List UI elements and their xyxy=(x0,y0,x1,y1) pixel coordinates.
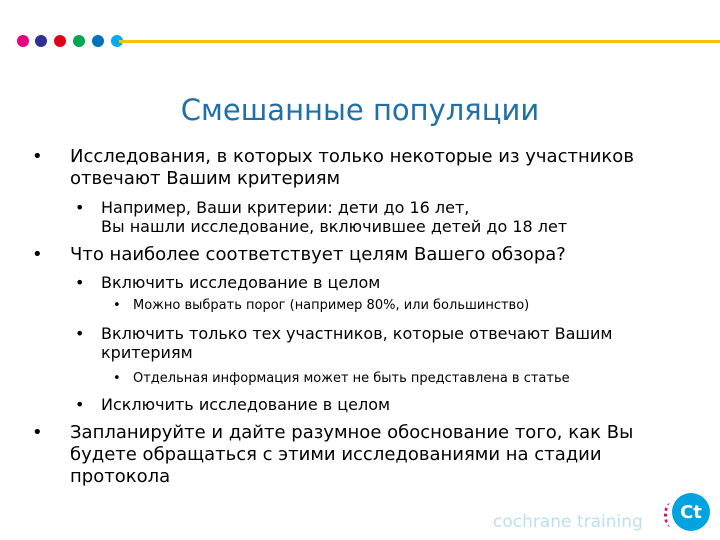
header-rule xyxy=(119,40,720,43)
bullet-text-line: Запланируйте и дайте разумное обоснование того, как Вы xyxy=(70,422,634,443)
bullet-text-line: будете обращаться с этими исследованиями на стадии xyxy=(70,444,602,465)
bullet-marker: • xyxy=(113,371,121,386)
bullet-text-line: Включить исследование в целом xyxy=(101,273,381,292)
bullet-threshold xyxy=(113,298,530,314)
dot-5 xyxy=(92,35,104,47)
bullet-text-line: Вы нашли исследование, включившее детей до 18 лет xyxy=(101,217,568,236)
bullet-include-whole xyxy=(75,273,381,292)
bullet-marker: • xyxy=(32,244,43,265)
bullet-marker: • xyxy=(32,146,43,167)
bullet-marker: • xyxy=(113,298,121,313)
bullet-text-line: отвечают Вашим критериям xyxy=(70,168,341,189)
footer-brand: cochrane training xyxy=(493,512,643,532)
bullet-marker: • xyxy=(75,324,85,343)
dot-1 xyxy=(17,35,29,47)
slide-title: Смешанные популяции xyxy=(180,93,540,128)
bullet-exclude-whole xyxy=(75,395,391,414)
bullet-marker: • xyxy=(32,422,43,443)
bullet-text-line: Например, Ваши критерии: дети до 16 лет, xyxy=(101,198,470,217)
bullet-text-line: Что наиболее соответствует целям Вашего обзора? xyxy=(70,244,566,265)
bullet-separate-info xyxy=(113,371,570,387)
bullet-marker: • xyxy=(75,273,85,292)
bullet-text-line: Можно выбрать порог (например 80%, или большинство) xyxy=(133,298,530,313)
bullet-marker: • xyxy=(75,198,85,217)
bullet-review-goals xyxy=(32,244,566,266)
bullet-marker: • xyxy=(75,395,85,414)
bullet-text-line: Исключить исследование в целом xyxy=(101,395,391,414)
dot-4 xyxy=(73,35,85,47)
bullet-text-line: критериям xyxy=(101,343,193,362)
bullet-example xyxy=(75,198,568,236)
bullet-text-line: протокола xyxy=(70,466,171,487)
bullet-include-participants xyxy=(75,324,613,362)
bullet-text-line: Включить только тех участников, которые отвечают Вашим xyxy=(101,324,613,343)
bullet-text-line: Отдельная информация может не быть представлена в статье xyxy=(133,371,570,386)
bullet-text-line: Исследования, в которых только некоторые из участников xyxy=(70,146,634,167)
bullet-plan xyxy=(32,422,634,488)
bullet-studies xyxy=(32,146,634,190)
dot-2 xyxy=(35,35,47,47)
dot-3 xyxy=(54,35,66,47)
cochrane-logo-icon: Ct xyxy=(672,493,710,531)
